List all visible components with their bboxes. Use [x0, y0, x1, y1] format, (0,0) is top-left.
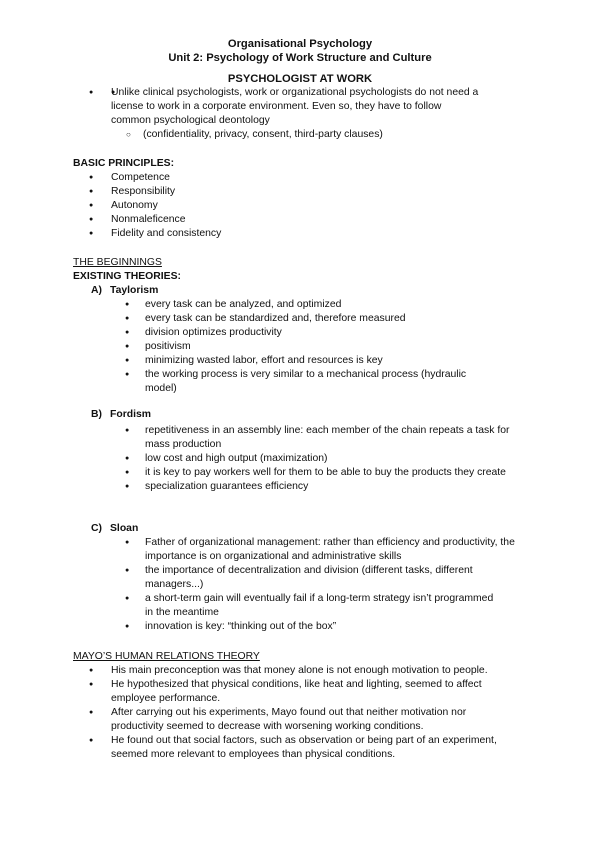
taylorism-label: A) — [91, 285, 102, 296]
section-title: PSYCHOLOGIST AT WORK — [227, 73, 373, 85]
fordism-label: B) — [91, 409, 102, 420]
sloan-list — [145, 536, 525, 634]
taylorism-item: every task can be standardized and, therefore measured — [145, 313, 406, 324]
taylorism-item: the working process is very similar to a mechanical process (hydraulic model) — [145, 369, 467, 394]
bullet-icon: ● — [125, 455, 130, 462]
circle-bullet-icon: ○ — [126, 130, 131, 139]
intro-sub-block — [143, 128, 473, 142]
mayo-item: He found out that social factors, such as observation or being part of an experiment, seemed more relevant to employees than physical conditions. — [111, 735, 497, 760]
mayo-list — [111, 664, 531, 762]
taylorism-list — [145, 298, 505, 396]
bullet-icon: ● — [89, 681, 94, 688]
bullet-icon: ● — [125, 329, 130, 336]
bullet-icon: ● — [89, 230, 94, 237]
principle-item: Responsibility — [111, 186, 176, 197]
course-title: Organisational Psychology — [227, 38, 373, 50]
sloan-item: the importance of decentralization and division (different tasks, different managers...) — [145, 565, 473, 590]
taylorism-item: division optimizes productivity — [145, 327, 282, 338]
bullet-icon: ● — [125, 567, 130, 574]
fordism-item: repetitiveness in an assembly line: each member of the chain repeats a task for mass production — [145, 425, 510, 450]
bullet-icon: ● — [89, 188, 94, 195]
sloan-label: C) — [91, 523, 102, 534]
bullet-icon: ● — [125, 623, 130, 630]
principle-item: Competence — [111, 172, 170, 183]
bullet-icon: ● — [89, 89, 94, 96]
taylorism-item: minimizing wasted labor, effort and resources is key — [145, 355, 383, 366]
bullet-icon: ● — [125, 357, 130, 364]
intro-bullet-block — [111, 86, 481, 128]
intro-sub-text: (confidentiality, privacy, consent, third-party clauses) — [143, 129, 383, 140]
basic-principles-list — [111, 171, 221, 241]
bullet-icon: ● — [89, 709, 94, 716]
bullet-icon: ● — [125, 427, 130, 434]
bullet-icon: ● — [89, 216, 94, 223]
sloan-heading: Sloan — [110, 523, 139, 534]
bullet-icon: ● — [89, 174, 94, 181]
bullet-icon: ● — [89, 737, 94, 744]
mayo-item: He hypothesized that physical conditions, like heat and lighting, seemed to affect employee performance. — [111, 679, 482, 704]
intro-bullet — [111, 86, 481, 128]
taylorism-item: every task can be analyzed, and optimized — [145, 299, 342, 310]
principle-item: Autonomy — [111, 200, 158, 211]
taylorism-item: positivism — [145, 341, 191, 352]
fordism-list — [145, 424, 525, 494]
beginnings-heading: THE BEGINNINGS — [73, 257, 162, 268]
existing-theories-heading: EXISTING THEORIES: — [73, 271, 181, 282]
bullet-icon: ● — [125, 595, 130, 602]
bullet-icon: ● — [125, 315, 130, 322]
fordism-item: low cost and high output (maximization) — [145, 453, 328, 464]
mayo-heading: MAYO’S HUMAN RELATIONS THEORY — [73, 651, 260, 662]
fordism-item: specialization guarantees efficiency — [145, 481, 309, 492]
intro-bullet-text: ● Unlike clinical psychologists, work or organizational psychologists do not need a license to work in a corporate environment. Even so, they have to follow common psychological deontology — [111, 87, 479, 126]
taylorism-heading: Taylorism — [110, 285, 159, 296]
bullet-icon: ● — [125, 343, 130, 350]
bullet-icon: ● — [125, 483, 130, 490]
basic-principles-heading: BASIC PRINCIPLES: — [73, 158, 175, 169]
unit-title: Unit 2: Psychology of Work Structure and Culture — [168, 52, 432, 64]
sloan-item: a short-term gain will eventually fail if a long-term strategy isn’t programmed in the meantime — [145, 593, 494, 618]
sloan-item: Father of organizational management: rather than efficiency and productivity, the importance is on organizational and administrative skills — [145, 537, 515, 562]
bullet-icon: ● — [89, 667, 94, 674]
principle-item: Nonmaleficence — [111, 214, 186, 225]
fordism-item: it is key to pay workers well for them to be able to buy the products they create — [145, 467, 506, 478]
fordism-heading: Fordism — [110, 409, 151, 420]
bullet-icon: ● — [125, 301, 130, 308]
mayo-item: His main preconception was that money alone is not enough motivation to people. — [111, 665, 488, 676]
bullet-icon: ● — [89, 202, 94, 209]
bullet-icon: ● — [125, 539, 130, 546]
bullet-icon: ● — [125, 371, 130, 378]
mayo-item: After carrying out his experiments, Mayo found out that neither motivation nor productivity seemed to decrease with worsening working conditions. — [111, 707, 467, 732]
principle-item: Fidelity and consistency — [111, 228, 222, 239]
sloan-item: innovation is key: “thinking out of the box” — [145, 621, 337, 632]
bullet-icon: ● — [125, 469, 130, 476]
